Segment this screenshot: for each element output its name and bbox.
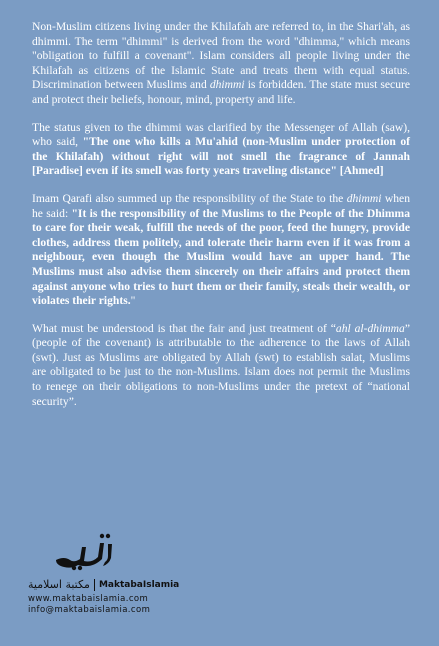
body-text [32,20,410,422]
text-segment: "It is the responsibility of the Muslims to the People of the Dhimma to care for their weak, fulfill the needs of the poor, feed the hungry, provide clothes, address them politely, and tolerate their harm even if it was from a neighbour, even though the Muslim would have an upper hand. The Muslims must also advise them sincerely on their affairs and protect them against anyone who tries to hurt them or their family, steals their wealth, or violates their rights. [32,206,411,308]
logo-email: info@maktabaislamia.com [28,605,151,615]
paragraph-hadith [32,121,410,179]
maktaba-calligraphy-logo-icon [52,530,116,574]
paragraph-qarafi-quote [32,192,410,309]
paragraph-dhimmi-definition [32,20,410,108]
text-segment: dhimmi [346,191,382,205]
text-segment: Non-Muslim citizens living under the Khilafah are referred to, in the Shari'ah, as dhimmi. The term "dhimmi" is derived from the word "dhimma," which means "obligation to fulfill a covenant". Islam considers all people living under the Khilafah as citizens of the Islamic State and treats them with equal status. Discrimination between Muslims and [32,20,410,92]
publisher-logo [22,530,182,640]
text-segment: ” (people of the covenant) is attributable to the adherence to the laws of Allah (swt). Just as Muslims are obligated by Allah (swt) to establish salat, Muslims are obligated to be just to the non-Muslims. Islam does not permit the Muslims to renege on their obligations to non-Muslims under the pretext of “national security”. [32,321,410,408]
text-segment: "The one who kills a Mu'ahid (non-Muslim under protection of the Khilafah) without right will not smell the fragrance of Jannah [Paradise] even if its smell was forty years traveling distance" [Ahmed] [32,135,410,178]
text-segment: is forbidden. The state must secure and protect their beliefs, honour, mind, property and life. [32,78,410,106]
text-segment: when he said: [32,191,410,220]
logo-divider [94,579,95,591]
text-segment: " [130,294,136,308]
logo-arabic-name: مكتبة اسلامية [28,578,90,591]
text-segment: What must be understood is that the fair and just treatment of “ [32,321,336,335]
logo-english-name: MaktabaIslamia [98,579,180,590]
logo-name-row [28,578,179,591]
text-segment: dhimmi [209,78,245,92]
text-segment: The status given to the dhimmi was clarified by the Messenger of Allah (saw), who said, [32,120,410,149]
logo-website: www.maktabaislamia.com [28,594,149,604]
text-segment: Imam Qarafi also summed up the responsibility of the State to the [32,191,347,205]
text-segment: ahl al-dhimma [335,321,405,335]
paragraph-conclusion [32,322,410,410]
